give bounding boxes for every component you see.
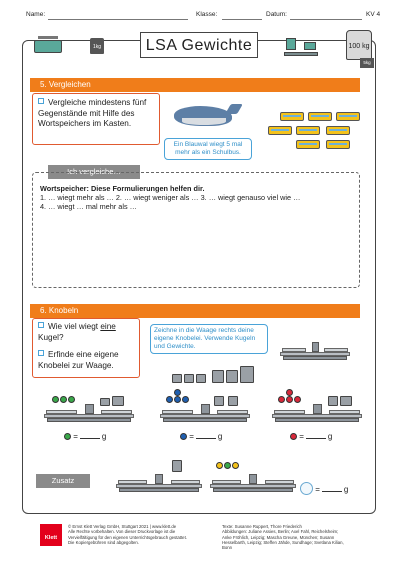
task-6-1-text-b: Kugel? (38, 332, 64, 342)
school-bus (296, 140, 320, 149)
weight-icon (100, 398, 110, 406)
footer-credits (222, 524, 372, 550)
name-line[interactable] (48, 19, 188, 20)
wortspeicher-line-1: 1. … wiegt mehr als … 2. … wiegt weniger als … 3. … wiegt genauso viel wie … (40, 193, 301, 202)
class-line[interactable] (222, 19, 262, 20)
weight-1kg-label: 1kg (92, 44, 102, 50)
weight-icon (112, 396, 124, 406)
wortspeicher-title: Wortspeicher: Diese Formulierungen helfen dir. (40, 184, 205, 193)
class-label: Klasse: (196, 11, 218, 18)
klett-logo (40, 524, 62, 546)
blue-ball (174, 389, 181, 396)
weight-1kg-icon (90, 38, 104, 54)
equation-white (300, 482, 348, 495)
answer-blank[interactable] (306, 438, 326, 439)
unit-label: g (101, 432, 107, 441)
task-6-2 (38, 350, 138, 371)
knobel-callout: Zeichne in die Waage rechts deine eigene Knobelei. Verwende Kugeln und Gewichte. (150, 324, 268, 354)
footer-right-5: Bonn (222, 545, 233, 551)
footer-left-1: © Ernst Klett Verlag GmbH, Stuttgart 2021 | www.klett.de (68, 524, 177, 529)
school-bus (326, 140, 350, 149)
weight-100kg-label: 100 kg (348, 43, 370, 50)
weight-icon (340, 396, 352, 406)
task-6-1-text-underlined: eine (100, 322, 116, 331)
green-ball (68, 396, 75, 403)
weight-icon (228, 396, 238, 406)
zusatz-tab: Zusatz (36, 474, 90, 488)
answer-blank[interactable] (196, 438, 216, 439)
equals-sign: = (299, 432, 304, 441)
date-line[interactable] (290, 19, 362, 20)
red-ball (286, 389, 293, 396)
school-bus (296, 126, 320, 135)
weight-5kg-icon (360, 58, 374, 68)
whale-illustration (170, 100, 242, 130)
school-bus (280, 112, 304, 121)
klett-logo-text: Klett (44, 535, 58, 541)
weight-icon (214, 396, 224, 406)
footer-left-3: Vervielfältigung für den eigenen Unterrichtsgebrauch gestattet. (68, 534, 187, 540)
red-ball (294, 396, 301, 403)
weight-icon (212, 370, 224, 383)
date-label: Datum: (266, 11, 287, 18)
task-5 (38, 98, 158, 130)
page-title: LSA Gewichte (140, 32, 258, 58)
kitchen-scale-icon (34, 36, 62, 54)
weight-icon (226, 370, 238, 383)
balance-icon (282, 36, 320, 58)
weight-icon (172, 460, 182, 472)
weight-icon (172, 374, 182, 383)
weight-icon (240, 366, 254, 383)
name-label: Name: (26, 11, 46, 18)
comparison-tab: Ich vergleiche… (48, 165, 140, 179)
footer-left-4: Die Kopiergebühren sind abgegolten. (68, 539, 139, 545)
blue-ball (166, 396, 173, 403)
answer-blank[interactable] (80, 438, 100, 439)
wortspeicher-line-2: 4. … wiegt … mal mehr als … (40, 202, 137, 211)
school-bus (336, 112, 360, 121)
task-6-2-checkbox[interactable] (38, 350, 44, 356)
weight-icon (196, 374, 206, 383)
task-5-checkbox[interactable] (38, 98, 44, 104)
footer-right-3: Anke Fröhlich, Leipzig; Mascha Greune, München; Susann (222, 534, 335, 540)
equals-sign: = (315, 485, 320, 494)
weight-icon (184, 374, 194, 383)
green-ball (64, 433, 71, 440)
equation-green (64, 432, 106, 441)
school-bus (268, 126, 292, 135)
equation-red (290, 432, 332, 441)
weight-100kg-icon (346, 30, 372, 60)
equation-blue (180, 432, 222, 441)
section-6-heading: 6. Knobeln (30, 304, 360, 318)
answer-blank[interactable] (322, 491, 342, 492)
wortspeicher (40, 184, 356, 211)
task-6-2-text: Erfinde eine eigene Knobelei zur Waage. (38, 350, 119, 370)
task-6-1-checkbox[interactable] (38, 322, 44, 328)
worksheet-header (26, 8, 390, 22)
unit-label: g (343, 485, 349, 494)
green-ball (224, 462, 231, 469)
task-6-1-text-a: Wie viel wiegt (48, 322, 101, 331)
equals-sign: = (73, 432, 78, 441)
green-ball (60, 396, 67, 403)
yellow-ball (232, 462, 239, 469)
unit-label: g (327, 432, 333, 441)
footer-right-4: Hesselbarth, Leipzig; Steffen Jähde, Sundhage; Svetlana Kilian, (222, 539, 344, 545)
unit-label: g (217, 432, 223, 441)
empty-drawing-scale[interactable] (280, 338, 350, 360)
footer-copyright (68, 524, 208, 545)
task-5-text: Vergleiche mindestens fünf Gegenstände mit Hilfe des Wortspeichers im Kasten. (38, 98, 147, 128)
section-5-heading: 5. Vergleichen (30, 78, 360, 92)
blue-ball (174, 396, 181, 403)
balance-puzzle-extra-1 (116, 464, 202, 492)
whale-callout: Ein Blauwal wiegt 5 mal mehr als ein Schulbus. (164, 138, 252, 160)
white-ball (300, 482, 313, 495)
school-bus (308, 112, 332, 121)
worksheet-code: KV 4 (366, 11, 381, 18)
equals-sign: = (189, 432, 194, 441)
red-ball (278, 396, 285, 403)
yellow-ball (216, 462, 223, 469)
footer-left-2: Alle Rechte vorbehalten. Von dieser Druckvorlage ist die (68, 529, 176, 535)
weight-icon (328, 396, 338, 406)
task-6-1 (38, 322, 138, 343)
footer-right-1: Texte: Susanne Ruppert, Thore Friederich (222, 524, 302, 529)
school-bus (326, 126, 350, 135)
red-ball (290, 433, 297, 440)
blue-ball (180, 433, 187, 440)
blue-ball (182, 396, 189, 403)
weight-5kg-label: 5kg (363, 60, 371, 65)
footer-right-2: Abbildungen: Juliane Assies, Berlin; Axel Fahl, Reichelsheim; (222, 529, 339, 535)
red-ball (286, 396, 293, 403)
green-ball (52, 396, 59, 403)
balance-puzzle-extra-2 (210, 464, 296, 492)
